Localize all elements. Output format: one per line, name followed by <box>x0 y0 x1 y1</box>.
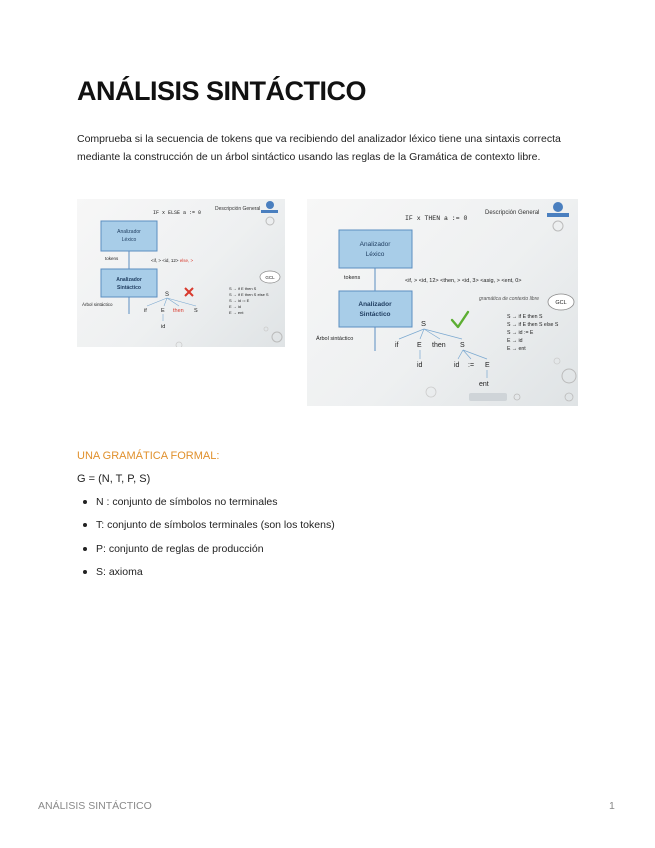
slide2-tokens-label: tokens <box>344 275 361 281</box>
svg-text:S: S <box>421 319 427 328</box>
svg-text:E: E <box>161 308 165 314</box>
bullet-icon <box>83 523 87 527</box>
footer-title: ANÁLISIS SINTÁCTICO <box>38 800 152 812</box>
slide2-tree-label: Árbol sintáctico <box>316 336 354 342</box>
section-heading: UNA GRAMÁTICA FORMAL: <box>77 450 220 462</box>
svg-text:S: S <box>194 308 198 314</box>
slide2-logo-icon <box>553 202 563 212</box>
page-title: ANÁLISIS SINTÁCTICO <box>77 76 367 106</box>
grammar-definition: G = (N, T, P, S) <box>77 473 151 485</box>
slide2-handwritten-note: gramática de contexto libre <box>479 296 540 302</box>
svg-text:E: E <box>417 342 422 349</box>
svg-text:S → id := E: S → id := E <box>507 330 534 336</box>
svg-text:then: then <box>432 342 446 349</box>
list-item: N : conjunto de símbolos no terminales <box>77 496 335 519</box>
slide2-header: Descripción General <box>485 210 540 216</box>
svg-text:Analizador: Analizador <box>359 241 391 248</box>
bullet-icon <box>83 570 87 574</box>
svg-text:S → if E then S else S: S → if E then S else S <box>229 292 269 297</box>
page-number: 1 <box>609 800 615 812</box>
slide1-logo-icon <box>266 201 274 209</box>
svg-text:E → ent: E → ent <box>229 310 244 315</box>
svg-text:id: id <box>454 362 460 369</box>
slide1-parser-box <box>101 269 157 297</box>
svg-text:Sintáctico: Sintáctico <box>117 285 141 291</box>
water-drop-icon <box>266 217 274 225</box>
svg-text:Analizador: Analizador <box>117 229 141 235</box>
slide2-parser-box <box>339 291 412 327</box>
water-drop-icon <box>553 221 563 231</box>
svg-text:E → id: E → id <box>229 304 242 309</box>
svg-text:Analizador: Analizador <box>358 301 392 308</box>
slide1-tokens-label: tokens <box>105 256 119 261</box>
slide1-token-stream: <if, > <id, 12> else, > <box>151 258 194 263</box>
list-item: T: conjunto de símbolos terminales (son los tokens) <box>77 519 335 542</box>
slide1-lexer-box <box>101 221 157 251</box>
svg-text::=: := <box>468 362 475 369</box>
slide-image-error <box>77 199 285 347</box>
svg-text:E → id: E → id <box>507 338 523 344</box>
error-cross-icon <box>185 288 193 296</box>
intro-paragraph: Comprueba si la secuencia de tokens que va recibiendo del analizador léxico tiene una sintaxis correcta mediante la construcción de un árbol sintáctico usando las reglas de la Gramática de contexto libre. <box>77 133 561 163</box>
list-item: P: conjunto de reglas de producción <box>77 543 335 566</box>
svg-text:GCL: GCL <box>555 300 567 306</box>
slide1-input: IF x ELSE a := 0 <box>153 210 202 216</box>
svg-text:S → id := E: S → id := E <box>229 298 250 303</box>
svg-text:if: if <box>395 342 399 349</box>
svg-text:S → if E then S: S → if E then S <box>507 314 543 320</box>
svg-text:S → if E then S else S: S → if E then S else S <box>507 322 559 328</box>
slide1-header: Descripción General <box>215 206 261 212</box>
checkmark-icon <box>452 312 468 327</box>
svg-text:id: id <box>161 324 166 330</box>
svg-text:id: id <box>417 362 423 369</box>
svg-text:S: S <box>460 342 465 349</box>
svg-text:S → if E then S: S → if E then S <box>229 286 257 291</box>
svg-text:Léxico: Léxico <box>365 251 385 258</box>
bullet-icon <box>83 547 87 551</box>
svg-text:then: then <box>173 308 184 314</box>
svg-text:E: E <box>485 362 490 369</box>
svg-text:GCL: GCL <box>265 275 275 280</box>
svg-text:if: if <box>144 308 147 314</box>
slide2-input: IF x THEN a := 0 <box>405 215 468 222</box>
bullet-icon <box>83 500 87 504</box>
svg-text:ent: ent <box>479 381 489 388</box>
slide1-tree-label: Árbol sintáctico <box>82 302 113 307</box>
slide-image-success <box>307 199 578 406</box>
svg-text:Léxico: Léxico <box>121 237 137 243</box>
slide2-lexer-box <box>339 230 412 268</box>
svg-text:E → ent: E → ent <box>507 346 526 352</box>
list-item: S: axioma <box>77 566 335 589</box>
svg-text:Sintáctico: Sintáctico <box>359 311 391 318</box>
slide2-token-stream: <if, > <id, 12> <then, > <id, 3> <asig, > <ent, 0> <box>405 278 522 284</box>
svg-text:S: S <box>165 292 170 298</box>
svg-text:Analizador: Analizador <box>116 277 142 283</box>
grammar-components-list <box>77 496 335 589</box>
